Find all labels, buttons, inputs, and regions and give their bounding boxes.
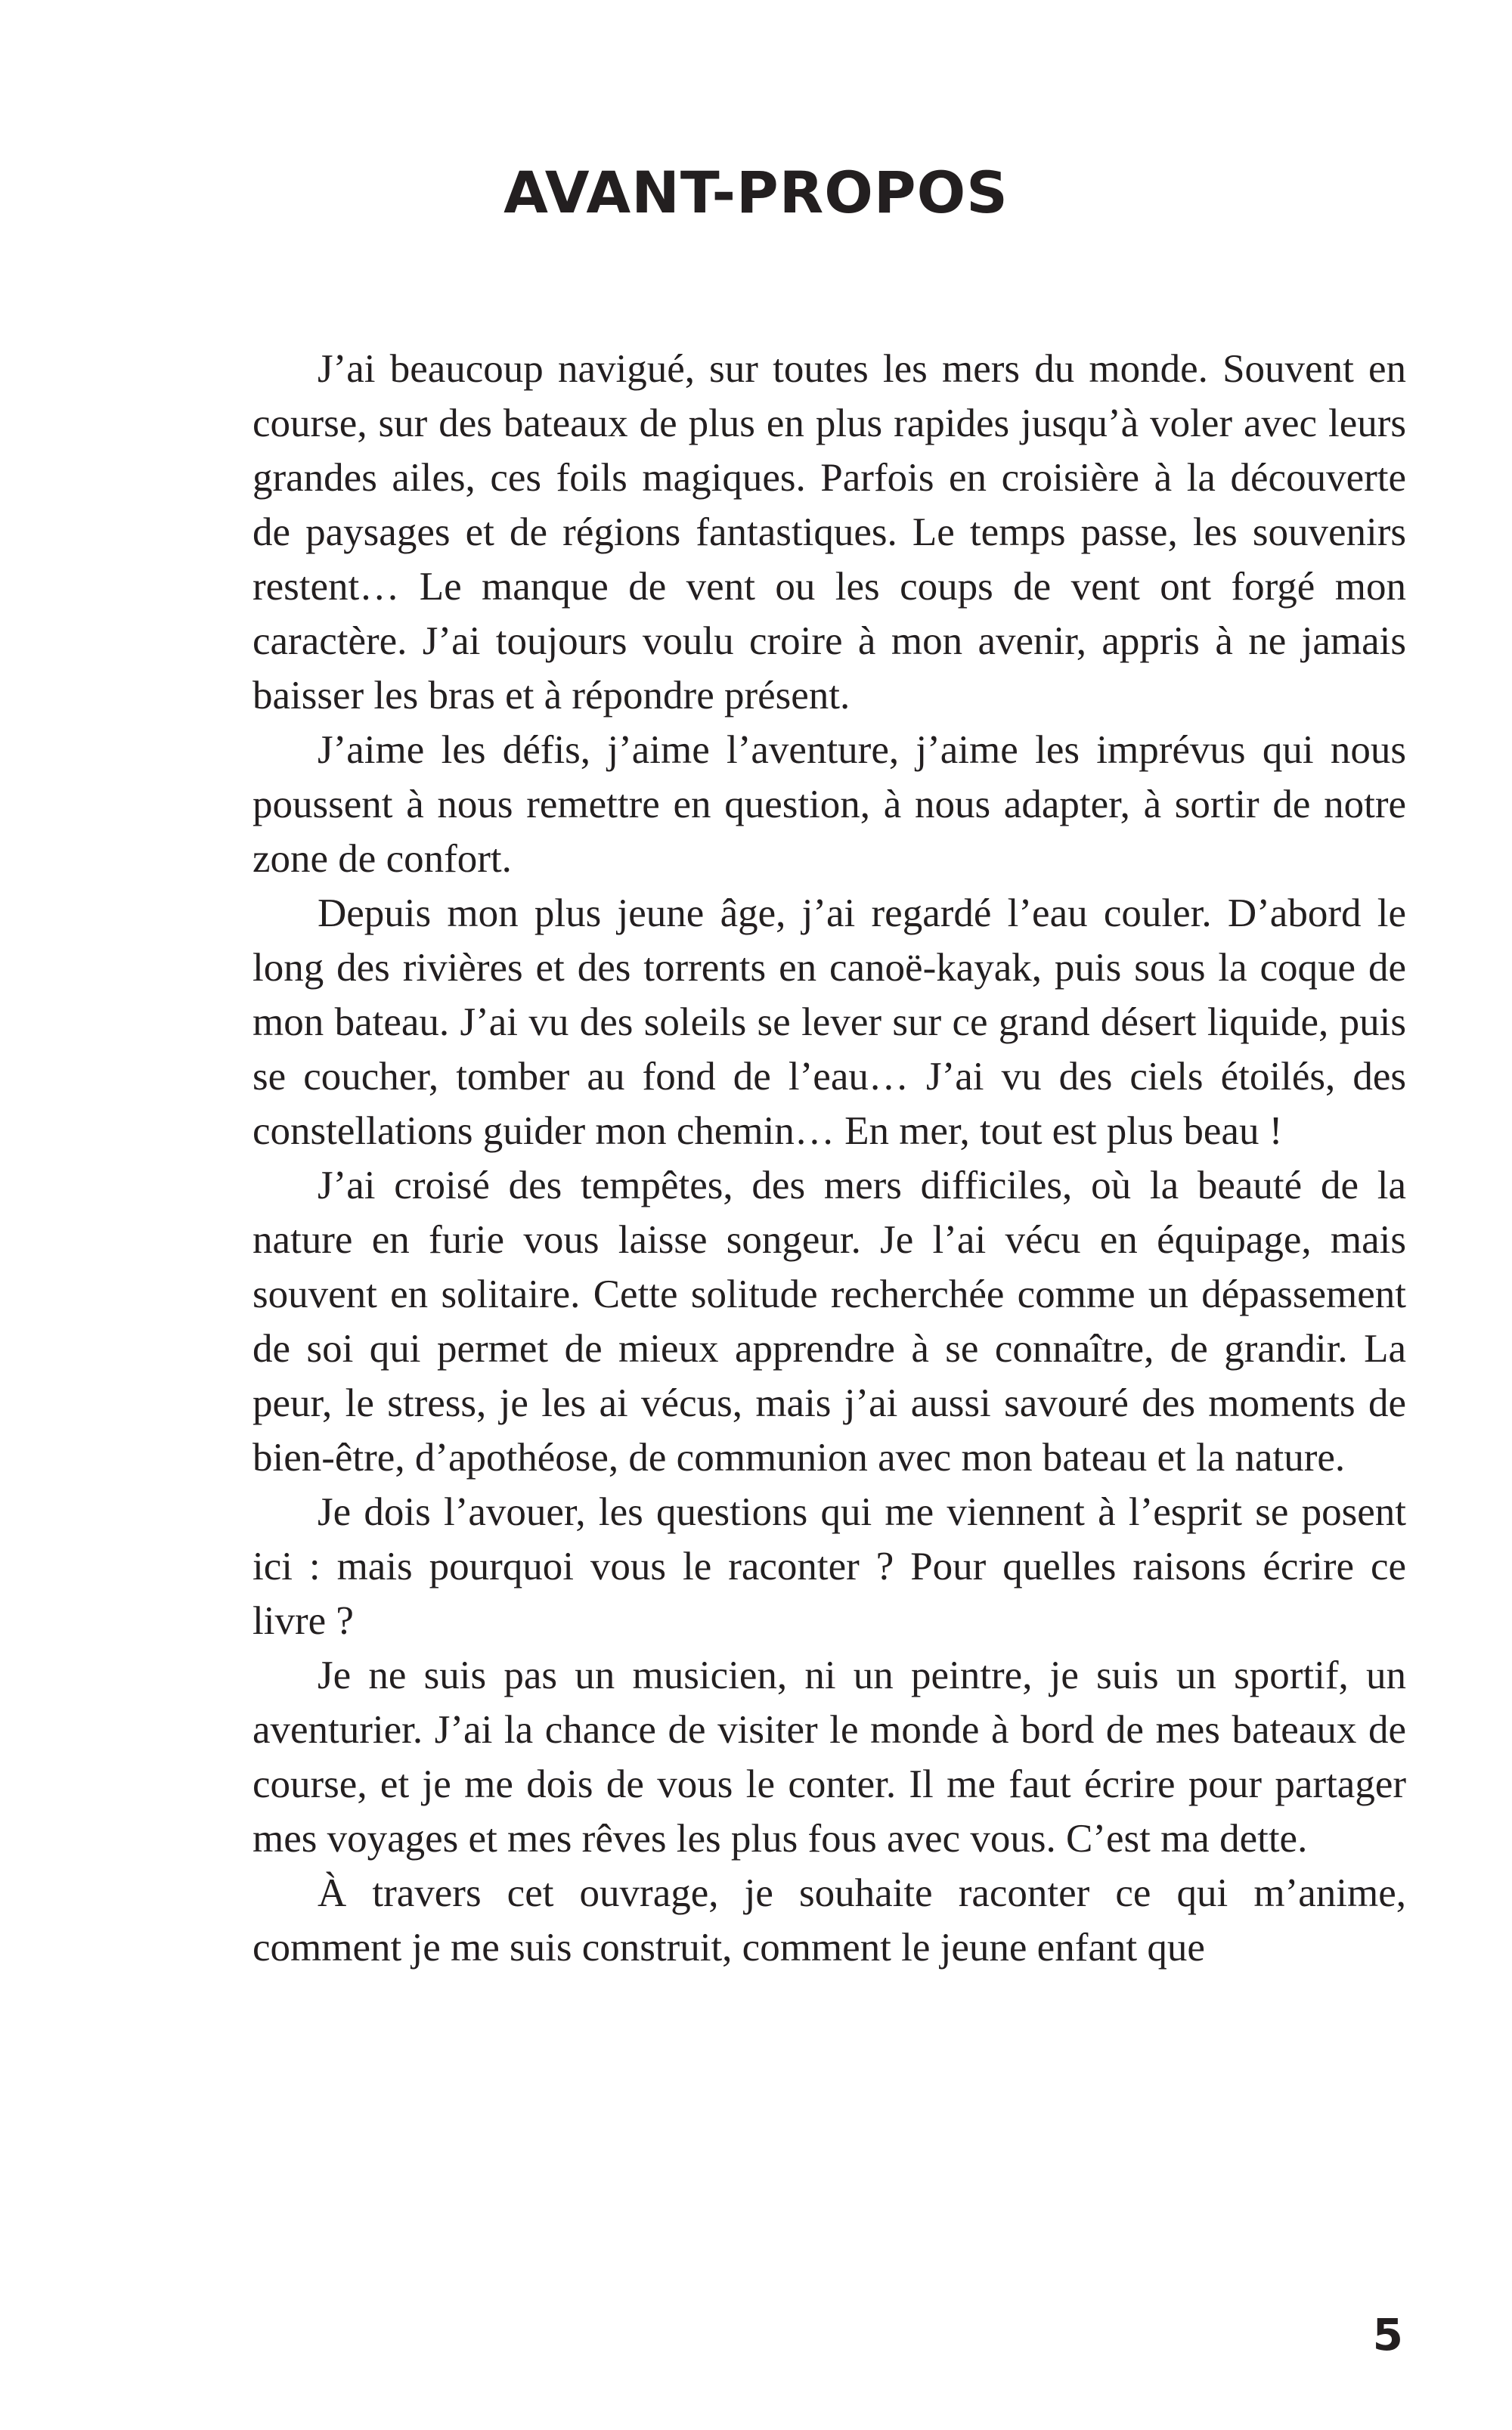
paragraph: J’ai beaucoup navigué, sur toutes les mers du monde. Souvent en course, sur des bateaux de plus en plus rapides jusqu’à voler avec leurs grandes ailes, ces foils magiques. Parfois en croisière à la découverte de paysages et de régions fantastiques. Le temps passe, les souvenirs restent… Le manque de vent ou les coups de vent ont forgé mon caractère. J’ai toujours voulu croire à mon avenir, appris à ne jamais baisser les bras et à répondre présent. (253, 347, 1406, 718)
paragraph: J’aime les défis, j’aime l’aventure, j’aime les imprévus qui nous poussent à nous remettre en question, à nous adapter, à sortir de notre zone de confort. (253, 728, 1406, 881)
paragraph: Je dois l’avouer, les questions qui me viennent à l’esprit se posent ici : mais pourquoi vous le raconter ? Pour quelles raisons écrire ce livre ? (253, 1490, 1406, 1643)
paragraph: J’ai croisé des tempêtes, des mers difficiles, où la beauté de la nature en furie vous laisse songeur. Je l’ai vécu en équipage, mais souvent en solitaire. Cette solitude recherchée comme un dépassement de soi qui permet de mieux apprendre à se connaître, de grandir. La peur, le stress, je les ai vécus, mais j’ai aussi savouré des moments de bien-être, d’apothéose, de communion avec mon bateau et la nature. (253, 1164, 1406, 1480)
paragraph-continued: À travers cet ouvrage, je souhaite raconter ce qui m’anime, comment je me suis construit, comment le jeune enfant que (253, 1871, 1406, 1970)
paragraph: Depuis mon plus jeune âge, j’ai regardé l’eau couler. D’abord le long des rivières et des torrents en canoë-kayak, puis sous la coque de mon bateau. J’ai vu des soleils se lever sur ce grand désert liquide, puis se coucher, tomber au fond de l’eau… J’ai vu des ciels étoilés, des constellations guider mon chemin… En mer, tout est plus beau ! (253, 891, 1406, 1153)
page-number: 5 (1372, 2309, 1403, 2360)
page-title: AVANT-PROPOS (503, 159, 1009, 226)
body-text (253, 342, 1406, 1975)
paragraph: Je ne suis pas un musicien, ni un peintre, je suis un sportif, un aventurier. J’ai la chance de visiter le monde à bord de mes bateaux de course, et je me dois de vous le conter. Il me faut écrire pour partager mes voyages et mes rêves les plus fous avec vous. C’est ma dette. (253, 1654, 1406, 1861)
